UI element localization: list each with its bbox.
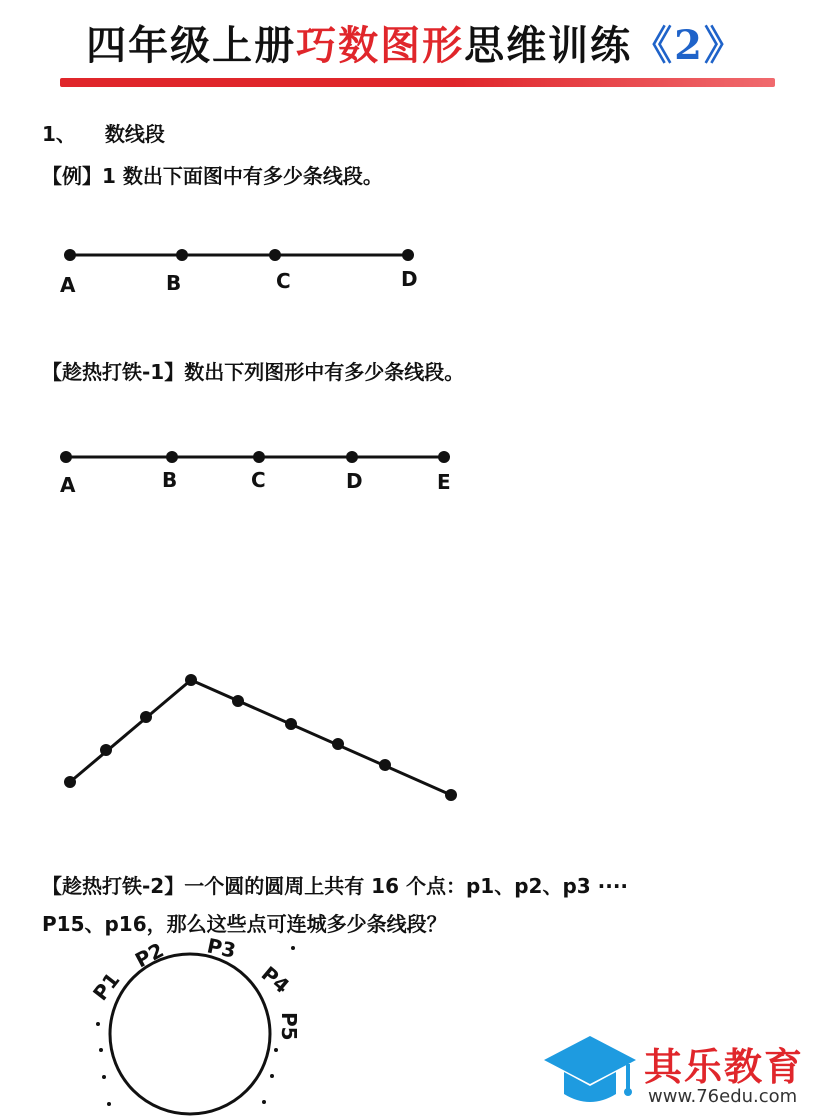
circle-dot (291, 946, 295, 950)
circle-dot (262, 1100, 266, 1104)
example-1-label-c: C (276, 269, 291, 293)
circle-dot (274, 1048, 278, 1052)
circle-dot (96, 1022, 100, 1026)
circle-dot (107, 1102, 111, 1106)
circle-label-p3: P3 (204, 933, 238, 963)
exercise-1-label-d: D (346, 469, 363, 493)
section-number: 1、 (42, 122, 76, 146)
title-part-1: 四年级上册 (86, 22, 297, 69)
exercise-1-label-a: A (60, 473, 76, 497)
circle-label-p2: P2 (131, 937, 168, 973)
exercise-1-label-b: B (162, 468, 178, 492)
example-1-label-a: A (60, 273, 76, 297)
brand-url: www.76edu.com (648, 1086, 798, 1107)
example-1-label-d: D (401, 267, 418, 291)
title-part-2: 巧数图形 (296, 22, 465, 69)
circle-dot (99, 1048, 103, 1052)
exercise-2-text-line-1: 【趁热打铁-2】一个圆的圆周上共有 16 个点：p1、p2、p3 ···· (42, 874, 629, 898)
exercise-1-label-e: E (437, 470, 451, 494)
circle-label-p1: P1 (88, 967, 125, 1006)
exercise-1-text: 【趁热打铁-1】数出下列图形中有多少条线段。 (42, 360, 465, 384)
brand-logo (540, 1028, 830, 1114)
exercise-2-text-line-2: P15、p16，那么这些点可连城多少条线段？ (42, 912, 447, 936)
circle-outline (110, 954, 270, 1114)
circle-dot (270, 1074, 274, 1078)
title-part-4: 《2》 (632, 22, 746, 69)
circle-label-p5: P5 (277, 1012, 301, 1041)
graduation-cap-icon (540, 1028, 640, 1114)
example-1-text: 【例】1 数出下面图中有多少条线段。 (42, 164, 383, 188)
example-1-label-b: B (166, 271, 182, 295)
brand-name: 其乐教育 (644, 1045, 805, 1089)
exercise-1-label-c: C (251, 468, 266, 492)
circle-label-p4: P4 (256, 961, 295, 999)
section-name: 数线段 (104, 122, 165, 146)
title-part-3: 思维训练 (464, 22, 633, 69)
circle-dot (102, 1075, 106, 1079)
